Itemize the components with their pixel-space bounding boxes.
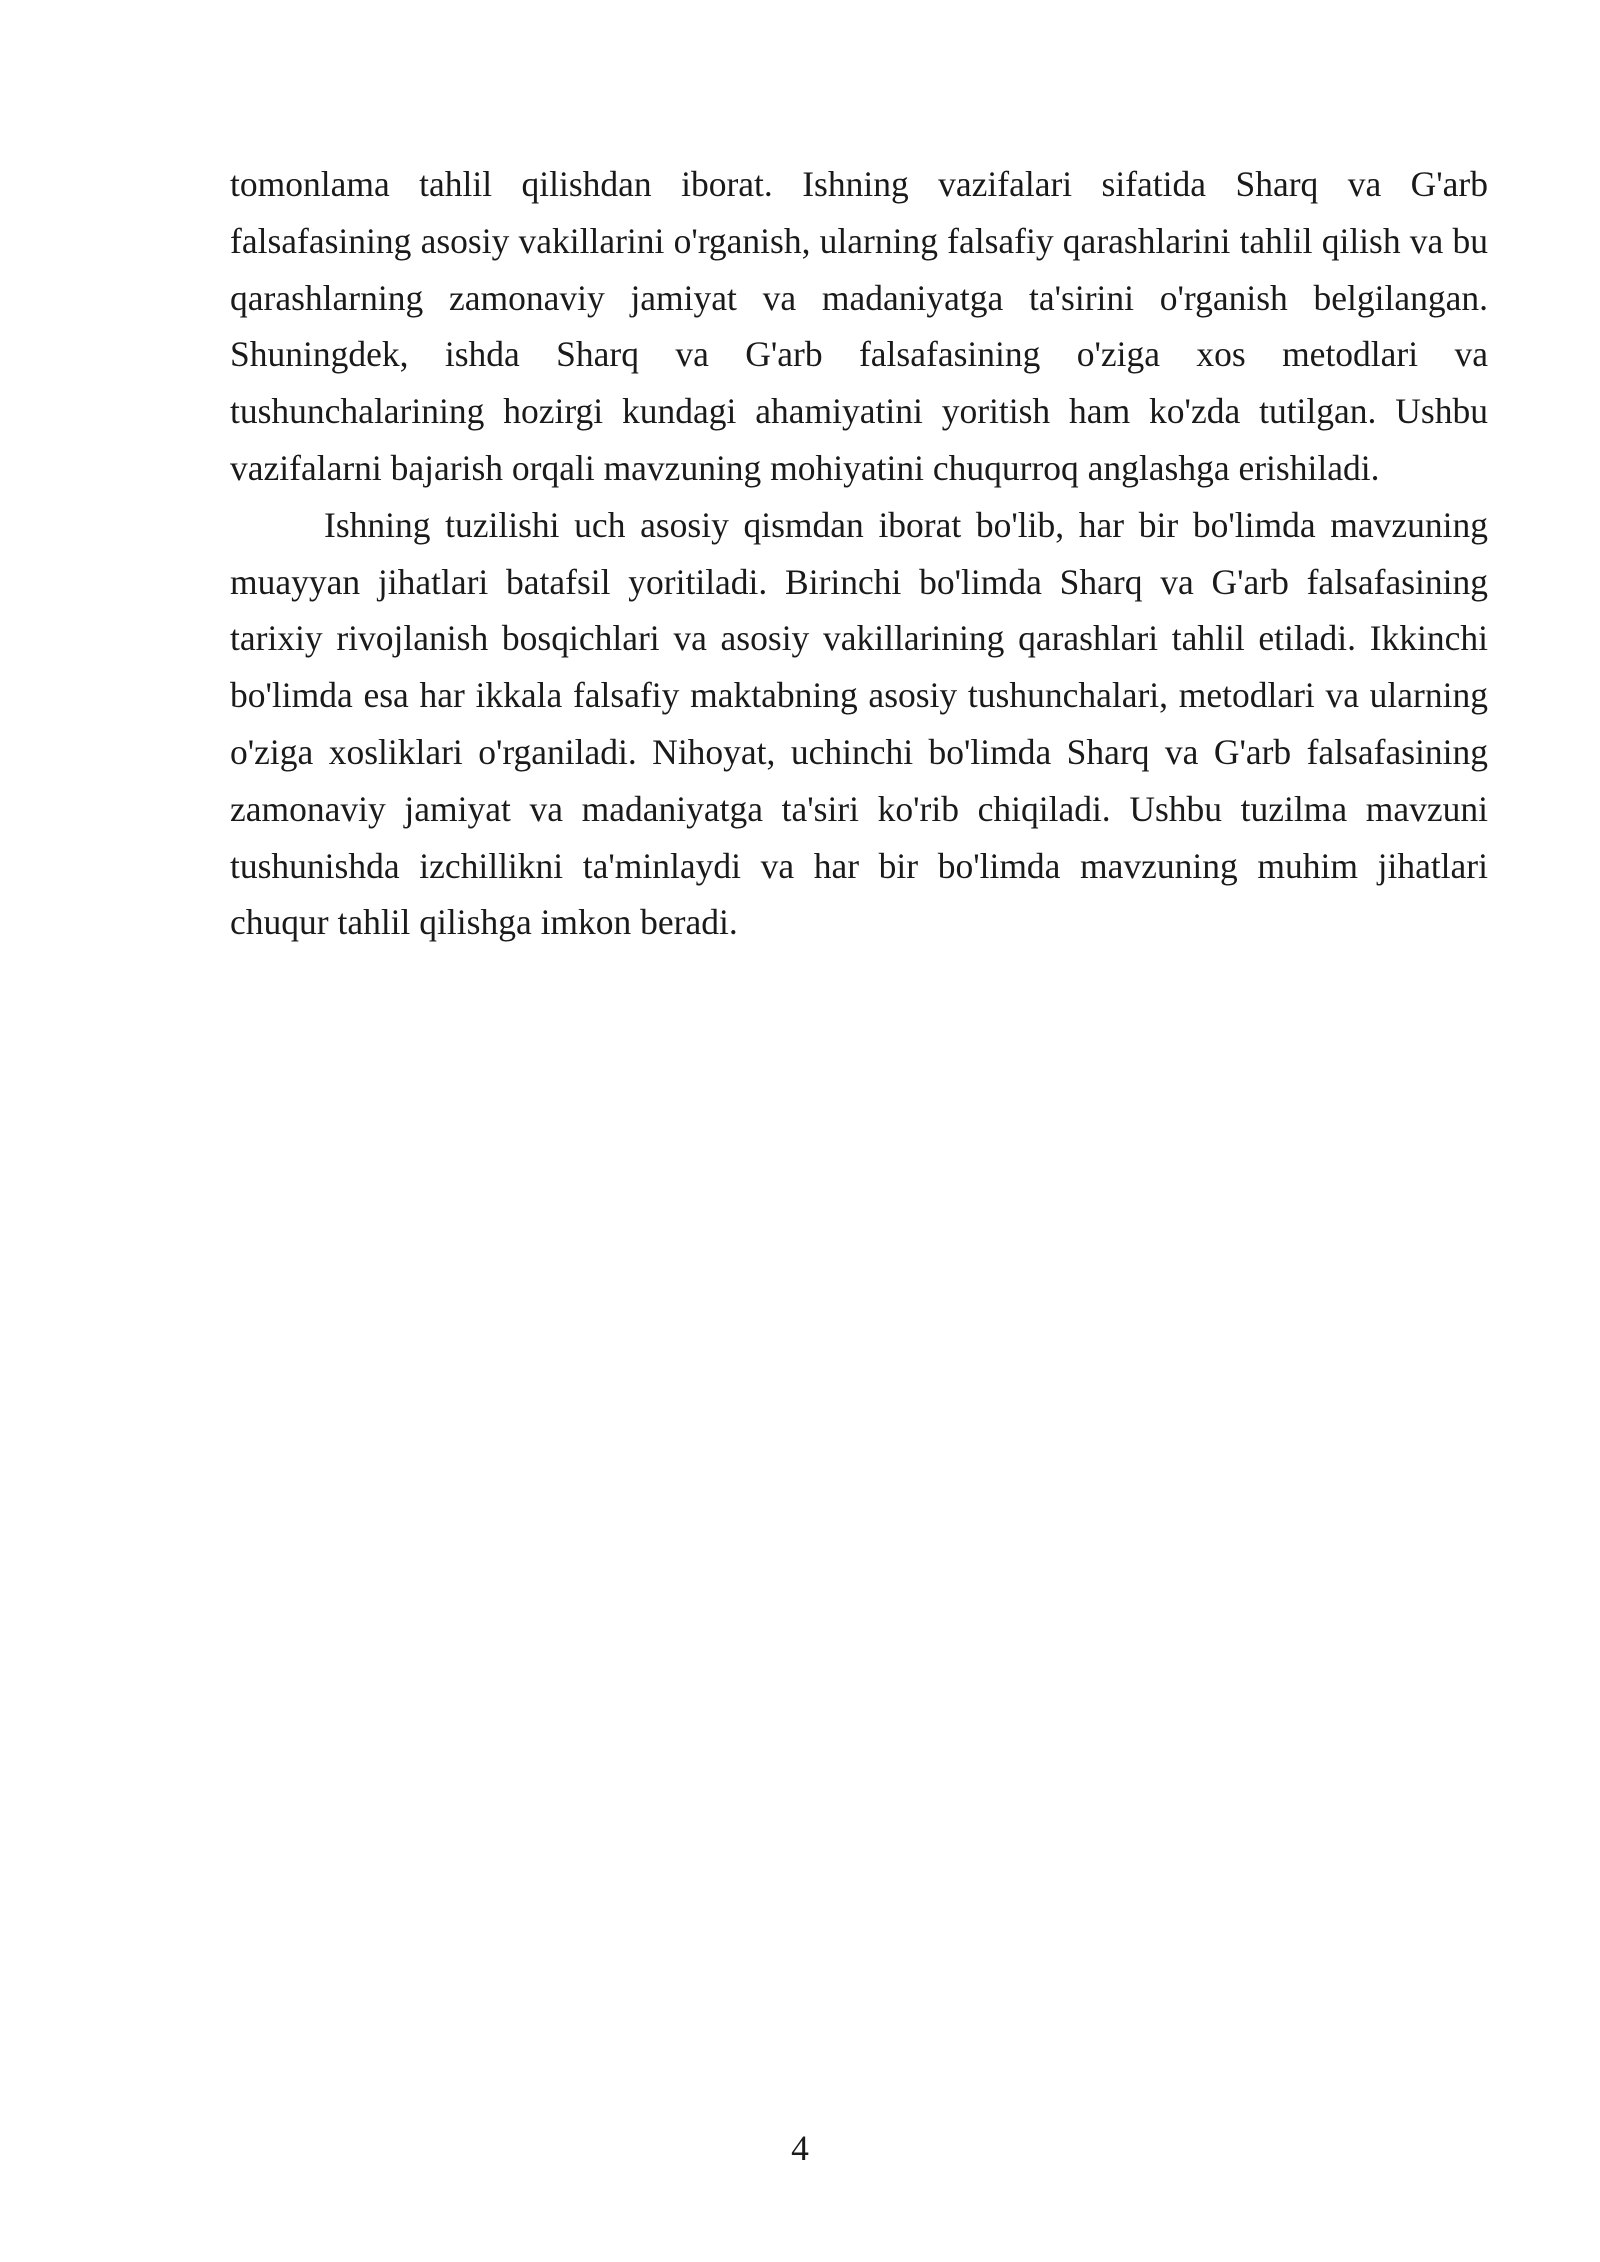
page-number: 4 bbox=[791, 2128, 809, 2168]
paragraph-structure: Ishning tuzilishi uch asosiy qismdan iborat bo'lib, har bir bo'limda mavzuning muayyan jihatlari batafsil yoritiladi. Birinchi bo'limda Sharq va G'arb falsafasining tarixiy rivojlanish bosqichlari va asosiy vakillarining qarashlari tahlil etiladi. Ikkinchi bo'limda esa har ikkala falsafiy maktabning asosiy tushunchalari, metodlari va ularning o'ziga xosliklari o'rganiladi. Nihoyat, uchinchi bo'limda Sharq va G'arb falsafasining zamonaviy jamiyat va madaniyatga ta'siri ko'rib chiqiladi. Ushbu tuzilma mavzuni tushunishda izchillikni ta'minlaydi va har bir bo'limda mavzuning muhim jihatlari chuqur tahlil qilishga imkon beradi. bbox=[230, 504, 1488, 943]
paragraph-continuation: tomonlama tahlil qilishdan iborat. Ishning vazifalari sifatida Sharq va G'arb falsafasining asosiy vakillarini o'rganish, ularning falsafiy qarashlarini tahlil qilish va bu qarashlarning zamonaviy jamiyat va madaniyatga ta'sirini o'rganish belgilangan. Shuningdek, ishda Sharq va G'arb falsafasining o'ziga xos metodlari va tushunchalarining hozirgi kundagi ahamiyatini yoritish ham ko'zda tutilgan. Ushbu vazifalarni bajarish orqali mavzuning mohiyatini chuqurroq anglashga erishiladi. bbox=[230, 164, 1488, 488]
body-text bbox=[230, 156, 1488, 951]
